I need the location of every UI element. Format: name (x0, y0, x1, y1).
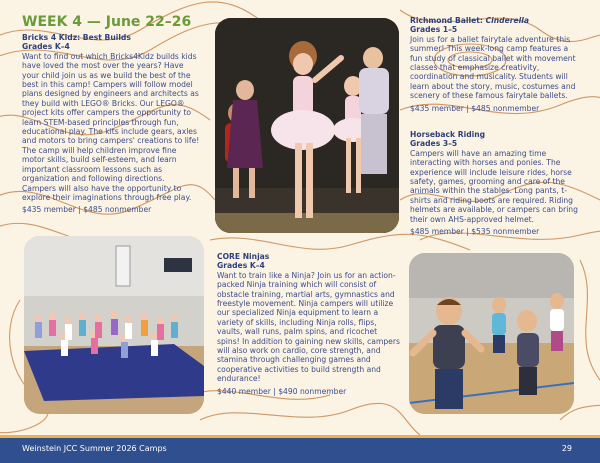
camp-description: Want to train like a Ninja? Join us for an action-packed Ninja training which will consist of obstacle training, martial arts, gymnastics and freestyle movement. Ninja campers will utilize our specialized Ninja equipment to learn a variety of skills, including Ninja rolls, flips, vaults, wall runs, palm spins, and ricochet spins! In addition to gaining new skills, campers will also work on cardio, core strength, and stamina through challenging games and cooperative activities to build strength and endurance! (217, 270, 400, 384)
camp-description: Join us for a ballet fairytale adventure this summer! This week-long camp features a fun study of classical ballet with movement classes that emphasize creativity, coordination and musicality. Students will learn about the story, music, costumes and scenery of these famous fairytale ballets. (410, 34, 576, 101)
camp-description: Want to find out which Bricks4Kidz builds kids have loved the most over the years? Have your child join us as we build the best of the best in this camp! Campers will follow model plans designed by engineers and architects as they build with LEGO® Bricks. Our LEGO® project kits offer campers the opportunity to learn STEM-based principles through fun, educational play. The kits include gears, axles and motors to bring campers' creations to life! The camp will help children improve fine motor skills, build self-esteem, and learn important classroom lessons such as organization and following directions. Campers will also have the opportunity to explore their imaginations through free play. (22, 51, 200, 202)
camp-grades: Grades 3–5 (410, 139, 458, 149)
footer-title: Weinstein JCC Summer 2026 Camps (22, 444, 167, 453)
camp-richmond-ballet (410, 16, 580, 113)
camp-title: Bricks 4 Kidz: Best Builds (22, 33, 131, 42)
camp-title: Horseback Riding (410, 130, 486, 139)
camp-title (410, 16, 580, 25)
camp-grades: Grades 1–5 (410, 25, 458, 35)
page-number: 29 (561, 444, 572, 453)
camp-price: $435 member | $485 nonmember (410, 103, 540, 113)
week-heading: WEEK 4 — June 22–26 (22, 14, 192, 30)
gym-photo (24, 236, 204, 414)
camp-price: $435 member | $485 nonmember (22, 205, 152, 215)
camp-title: CORE Ninjas (217, 252, 270, 261)
camp-description: Campers will have an amazing time interacting with horses and ponies. The experience will include leisure rides, horse safety, games, grooming and care of the animals within the stables. Long pants, t-shirts and riding boots are required. Riding helmets are available, or campers can bring their own AHS-approved helmet. (410, 148, 578, 224)
page-footer (0, 435, 600, 463)
camp-title-emphasis: Cinderella (485, 16, 529, 25)
camp-price: $440 member | $490 nonmember (217, 386, 347, 396)
ninja-kids-photo (409, 253, 574, 414)
camp-grades: Grades K–4 (22, 42, 70, 52)
camp-title-prefix: Richmond Ballet: (410, 16, 486, 25)
camp-core-ninjas (217, 252, 400, 396)
camp-horseback-riding (410, 130, 582, 236)
camp-price: $485 member | $535 nonmember (410, 227, 540, 237)
ballet-photo (215, 18, 399, 233)
camp-bricks4kidz (22, 33, 200, 215)
camp-grades: Grades K–4 (217, 261, 265, 271)
